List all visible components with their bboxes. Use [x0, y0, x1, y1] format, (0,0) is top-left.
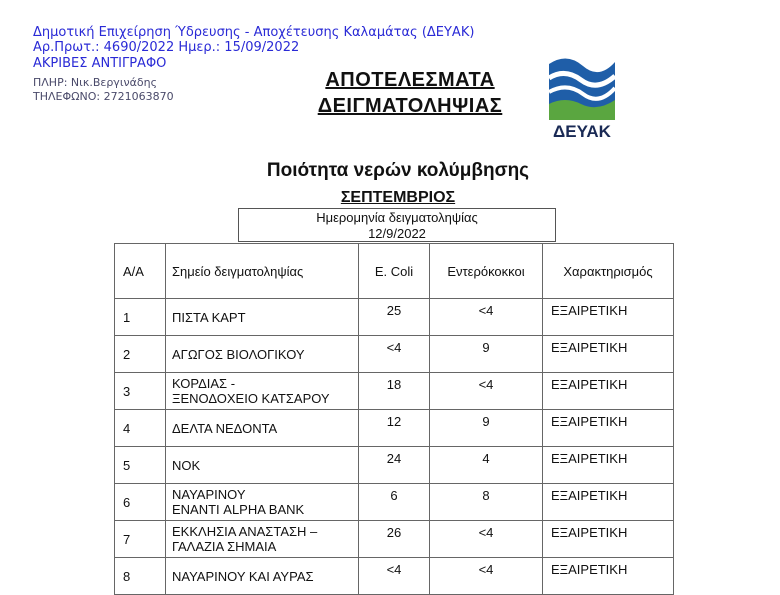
sampling-point: ΑΓΩΓΟΣ ΒΙΟΛΟΓΙΚΟΥ [166, 336, 359, 373]
sampling-point: ΚΟΡΔΙΑΣ - ΞΕΝΟΔΟΧΕΙΟ ΚΑΤΣΑΡΟΥ [166, 373, 359, 410]
enterococci-value: <4 [430, 299, 543, 336]
enterococci-value: 9 [430, 410, 543, 447]
enterococci-value: <4 [430, 521, 543, 558]
table-header-row [115, 244, 674, 299]
sampling-point: ΕΚΚΛΗΣΙΑ ΑΝΑΣΤΑΣΗ – ΓΑΛΑΖΙΑ ΣΗΜΑΙΑ [166, 521, 359, 558]
table-row [115, 484, 674, 521]
characterization-value: ΕΞΑΙΡΕΤΙΚΗ [543, 336, 674, 373]
column-header-aa: Α/Α [115, 244, 166, 299]
row-index: 7 [115, 521, 166, 558]
stamp-line-organization: Δημοτική Επιχείρηση Ύδρευσης - Αποχέτευσης Καλαμάτας (ΔΕΥΑΚ) [33, 25, 475, 40]
sampling-point: ΝΑΥΑΡΙΝΟΥ ΕΝΑΝΤΙ ALPHA BANK [166, 484, 359, 521]
phone-number: ΤΗΛΕΦΩΝΟ: 2721063870 [33, 90, 174, 103]
table-row [115, 447, 674, 484]
enterococci-value: <4 [430, 558, 543, 595]
column-header-characterization: Χαρακτηρισμός [543, 244, 674, 299]
enterococci-value: 4 [430, 447, 543, 484]
ecoli-value: 18 [359, 373, 430, 410]
table-row [115, 521, 674, 558]
characterization-value: ΕΞΑΙΡΕΤΙΚΗ [543, 410, 674, 447]
sampling-point: ΠΙΣΤΑ ΚΑΡΤ [166, 299, 359, 336]
characterization-value: ΕΞΑΙΡΕΤΙΚΗ [543, 521, 674, 558]
contact-person: ΠΛΗΡ: Νικ.Βεργινάδης [33, 76, 158, 89]
row-index: 5 [115, 447, 166, 484]
ecoli-value: 24 [359, 447, 430, 484]
report-heading: Ποιότητα νερών κολύμβησης [266, 160, 530, 181]
sampling-point: ΝΟΚ [166, 447, 359, 484]
sampling-point: ΔΕΛΤΑ ΝΕΔΟΝΤΑ [166, 410, 359, 447]
enterococci-value: 8 [430, 484, 543, 521]
table-row [115, 410, 674, 447]
table-row [115, 336, 674, 373]
column-header-enterococci: Εντερόκοκκοι [430, 244, 543, 299]
sampling-point: ΝΑΥΑΡΙΝΟΥ ΚΑΙ ΑΥΡΑΣ [166, 558, 359, 595]
ecoli-value: 26 [359, 521, 430, 558]
table-row [115, 373, 674, 410]
enterococci-value: 9 [430, 336, 543, 373]
row-index: 1 [115, 299, 166, 336]
sampling-date-value: 12/9/2022 [368, 226, 426, 241]
ecoli-value: 25 [359, 299, 430, 336]
document-title-line1: ΑΠΟΤΕΛΕΣΜΑΤΑ [325, 69, 495, 91]
table-row [115, 299, 674, 336]
row-index: 6 [115, 484, 166, 521]
column-header-sampling-point: Σημείο δειγματοληψίας [166, 244, 359, 299]
document-title-line2: ΔΕΙΓΜΑΤΟΛΗΨΙΑΣ [317, 95, 503, 117]
logo-text: ΔΕΥΑΚ [553, 122, 611, 140]
row-index: 3 [115, 373, 166, 410]
ecoli-value: 12 [359, 410, 430, 447]
row-index: 2 [115, 336, 166, 373]
results-table [114, 243, 674, 595]
characterization-value: ΕΞΑΙΡΕΤΙΚΗ [543, 373, 674, 410]
report-month: ΣΕΠΤΕΜΒΡΙΟΣ [340, 189, 456, 206]
stamp-line-certified-copy: ΑΚΡΙΒΕΣ ΑΝΤΙΓΡΑΦΟ [33, 56, 167, 71]
characterization-value: ΕΞΑΙΡΕΤΙΚΗ [543, 484, 674, 521]
row-index: 8 [115, 558, 166, 595]
characterization-value: ΕΞΑΙΡΕΤΙΚΗ [543, 299, 674, 336]
deyak-logo [547, 44, 617, 140]
row-index: 4 [115, 410, 166, 447]
ecoli-value: <4 [359, 558, 430, 595]
ecoli-value: <4 [359, 336, 430, 373]
characterization-value: ΕΞΑΙΡΕΤΙΚΗ [543, 447, 674, 484]
sampling-date-label: Ημερομηνία δειγματοληψίας [316, 210, 478, 225]
ecoli-value: 6 [359, 484, 430, 521]
table-row [115, 558, 674, 595]
column-header-ecoli: E. Coli [359, 244, 430, 299]
stamp-line-protocol: Αρ.Πρωτ.: 4690/2022 Ημερ.: 15/09/2022 [33, 40, 300, 55]
characterization-value: ΕΞΑΙΡΕΤΙΚΗ [543, 558, 674, 595]
enterococci-value: <4 [430, 373, 543, 410]
sampling-date-box [238, 208, 556, 242]
